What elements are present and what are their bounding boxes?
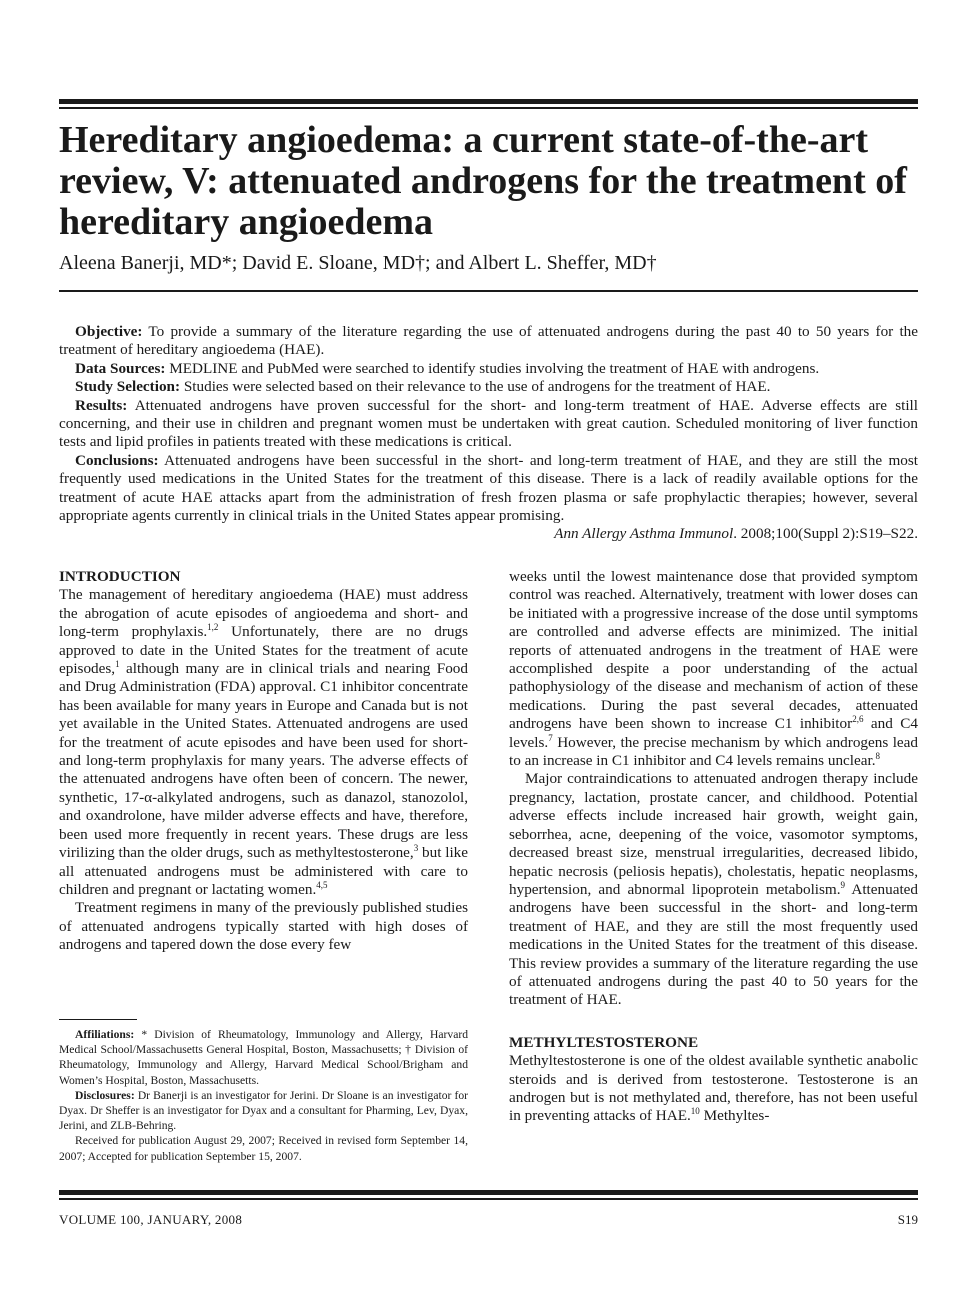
- text-run: and C4 levels.: [509, 715, 918, 751]
- methyltestosterone-heading: METHYLTESTOSTERONE: [509, 1033, 699, 1051]
- study-selection-text: Studies were selected based on their relevance to the use of androgens for the treatment of HAE.: [183, 378, 771, 396]
- text-run: Attenuated androgens have been successful in the short- and long-term treatment of HAE, and they are still the most frequently used medications in the United States for the treatment of this disease. This review provides a summary of the literature regarding the use of attenuated androgens during the past 40 to 50 years for the treatment of HAE.: [509, 880, 918, 1009]
- text-run: Treatment regimens in many of the previously published studies of attenuated androgens typically started with high doses of androgens and tapered down the dose every few: [59, 899, 468, 954]
- methyl-paragraph-1: [509, 1052, 918, 1126]
- footnote-received: Received for publication August 29, 2007; Received in revised form September 14, 2007; Accepted for publication September 15, 2007.: [59, 1134, 468, 1163]
- study-selection-label: Study Selection:: [75, 378, 181, 396]
- conclusions-text: Attenuated androgens have been successful in the short- and long-term treatment of HAE, and they are still the most frequently used medications in the United States for the treatment of this disease. There is a lack of readily available options for the treatment of acute HAE attacks apart from the administration of fresh frozen plasma or safe prophylactic therapies; however, several appropriate agents currently in clinical trials in the United States appear promising.: [59, 451, 918, 525]
- footer-page-number: S19: [897, 1212, 918, 1227]
- abstract-objective: [59, 323, 918, 360]
- affiliations-label: Affiliations:: [75, 1028, 135, 1041]
- affiliations-text: * Division of Rheumatology, Immunology and Allergy, Harvard Medical School/Massachusetts General Hospital, Boston, Massachusetts; † Division of Rheumatology, Immunology and Allergy, Harvard Medical School/Brigham and Women’s Hospital, Boston, Massachusetts.: [59, 1028, 468, 1087]
- text-run: The management of hereditary angioedema (HAE) must address the abrogation of acute episodes of angioedema and short- and long-term prophylaxis.: [59, 586, 468, 641]
- reference-sup: 1: [115, 658, 120, 669]
- intro-paragraph-2-start: [59, 899, 468, 954]
- reference-sup: 7: [548, 732, 553, 743]
- abstract-citation: [59, 525, 918, 543]
- intro-paragraph-1: [59, 586, 468, 899]
- abstract: [59, 323, 918, 544]
- reference-sup: 2,6: [852, 714, 864, 725]
- text-run: Major contraindications to attenuated androgen therapy include pregnancy, lactation, prostate cancer, and childhood. Potential adverse effects include increased hair growth, weight gain, seborrhea, acne, deepening of the voice, vasomotor symptoms, decreased breast size, menstrual irregularities, decreased libido, hepatic necrosis (peliosis hepatis), cholestatis, hepatic neoplasms, hypertension, and abnormal lipoprotein metabolism.: [509, 770, 918, 898]
- footer-volume: VOLUME 100, JANUARY, 2008: [59, 1212, 243, 1227]
- disclosures-label: Disclosures:: [75, 1088, 135, 1102]
- section-spacer: [509, 1010, 918, 1034]
- data-sources-text: MEDLINE and PubMed were searched to identify studies involving the treatment of HAE with androgens.: [169, 359, 820, 377]
- disclosures-text: Dr Banerji is an investigator for Jerini. Dr Sloane is an investigator for Dyax. Dr Sheffer is an investigator for Dyax and a consultant for Pharming, Lev, Dyax, Jerini, and ZLB-Behring.: [59, 1088, 468, 1133]
- abstract-conclusions: [59, 452, 918, 526]
- reference-sup: 10: [690, 1106, 700, 1117]
- right-column: [509, 568, 918, 1126]
- bottom-rule-thin: [59, 1198, 918, 1200]
- reference-sup: 8: [875, 751, 881, 761]
- text-run: Unfortunately, there are no drugs approved to date in the United States for the treatment of acute episodes,: [59, 623, 468, 678]
- text-run: Methyltes-: [699, 1107, 770, 1125]
- results-label: Results:: [75, 396, 128, 414]
- text-run: although many are in clinical trials and nearing Food and Drug Administration (FDA) approval. C1 inhibitor concentrate has been available for many years in Europe and Canada but is not yet available in the United States. Attenuated androgens are used for the treatment of acute episodes and have been used for short- and long-term prophylaxis for many years. The adverse effects of the attenuated androgens have often been of concern. The newer, synthetic, 17-α-alkylated androgens, such as danazol, stanozolol, and oxandrolone, have milder adverse effects and have, therefore, been used more frequently in recent years. These drugs are less virilizing than the older drugs, such as methyltestosterone,: [59, 660, 468, 862]
- reference-sup: 3: [413, 843, 419, 854]
- abstract-data-sources: [59, 360, 918, 378]
- conclusions-label: Conclusions:: [75, 451, 159, 469]
- article-title: Hereditary angioedema: a current state-of-the-art review, V: attenuated androgens for the treatment of hereditary angioedema: [59, 119, 907, 243]
- objective-text: To provide a summary of the literature regarding the use of attenuated androgens during the past 40 to 50 years for the treatment of hereditary angioedema (HAE).: [59, 323, 918, 359]
- text-run: However, the precise mechanism by which androgens lead to an increase in C1 inhibitor and C4 levels remains unclear.: [509, 733, 918, 770]
- objective-label: Objective:: [75, 323, 143, 340]
- reference-sup: 1,2: [207, 622, 219, 633]
- text-run: Methyltestosterone is one of the oldest available synthetic anabolic steroids and is derived from testosterone. Testosterone is an androgen but is not methylated and, therefore, has not been useful in preventing attacks of HAE.: [509, 1052, 918, 1125]
- abstract-study-selection: [59, 378, 918, 396]
- results-text: Attenuated androgens have proven successful for the short- and long-term treatment of HAE. Adverse effects are still concerning, and their use in children and pregnant women must be undertaken with great caution. Scheduled monitoring of liver function tests and lipid profiles in patients treated with these medications is critical.: [59, 396, 918, 451]
- article-authors: Aleena Banerji, MD*; David E. Sloane, MD†; and Albert L. Sheffer, MD†: [59, 252, 657, 274]
- reference-sup: 9: [840, 879, 846, 890]
- footnote-disclosures: [59, 1088, 468, 1134]
- footnotes: [59, 1027, 468, 1164]
- reference-sup: 4,5: [316, 879, 328, 890]
- intro-paragraph-3: [509, 770, 918, 1009]
- left-column: [59, 568, 468, 955]
- top-rule-thin: [59, 107, 918, 109]
- abstract-results: [59, 397, 918, 452]
- text-run: weeks until the lowest maintenance dose that provided symptom control was reached. Alternatively, treatment with lower doses can be initiated with a progressive increase of the dose until symptoms are controlled and adverse effects are minimized. The initial reports of attenuated androgens in the treatment of HAE were accomplished despite a poor understanding of the actual pathophysiology of the disease and mechanism of action of these medications. During the past several decades, attenuated androgens have been shown to increase C1 inhibitor: [509, 568, 918, 733]
- citation-journal: Ann Allergy Asthma Immunol: [554, 525, 734, 543]
- text-run: but like all attenuated androgens must be administered with care to children and pregnant or lactating women.: [59, 844, 468, 898]
- introduction-heading: INTRODUCTION: [59, 568, 181, 585]
- intro-paragraph-2-continued: [509, 568, 918, 770]
- data-sources-label: Data Sources:: [75, 359, 166, 377]
- bottom-rule-thick: [59, 1190, 918, 1195]
- citation-details: . 2008;100(Suppl 2):S19–S22.: [733, 525, 918, 543]
- footnote-affiliations: [59, 1027, 468, 1088]
- top-rule-thick: [59, 99, 918, 104]
- title-divider: [59, 290, 918, 292]
- footnote-rule: [59, 1019, 137, 1020]
